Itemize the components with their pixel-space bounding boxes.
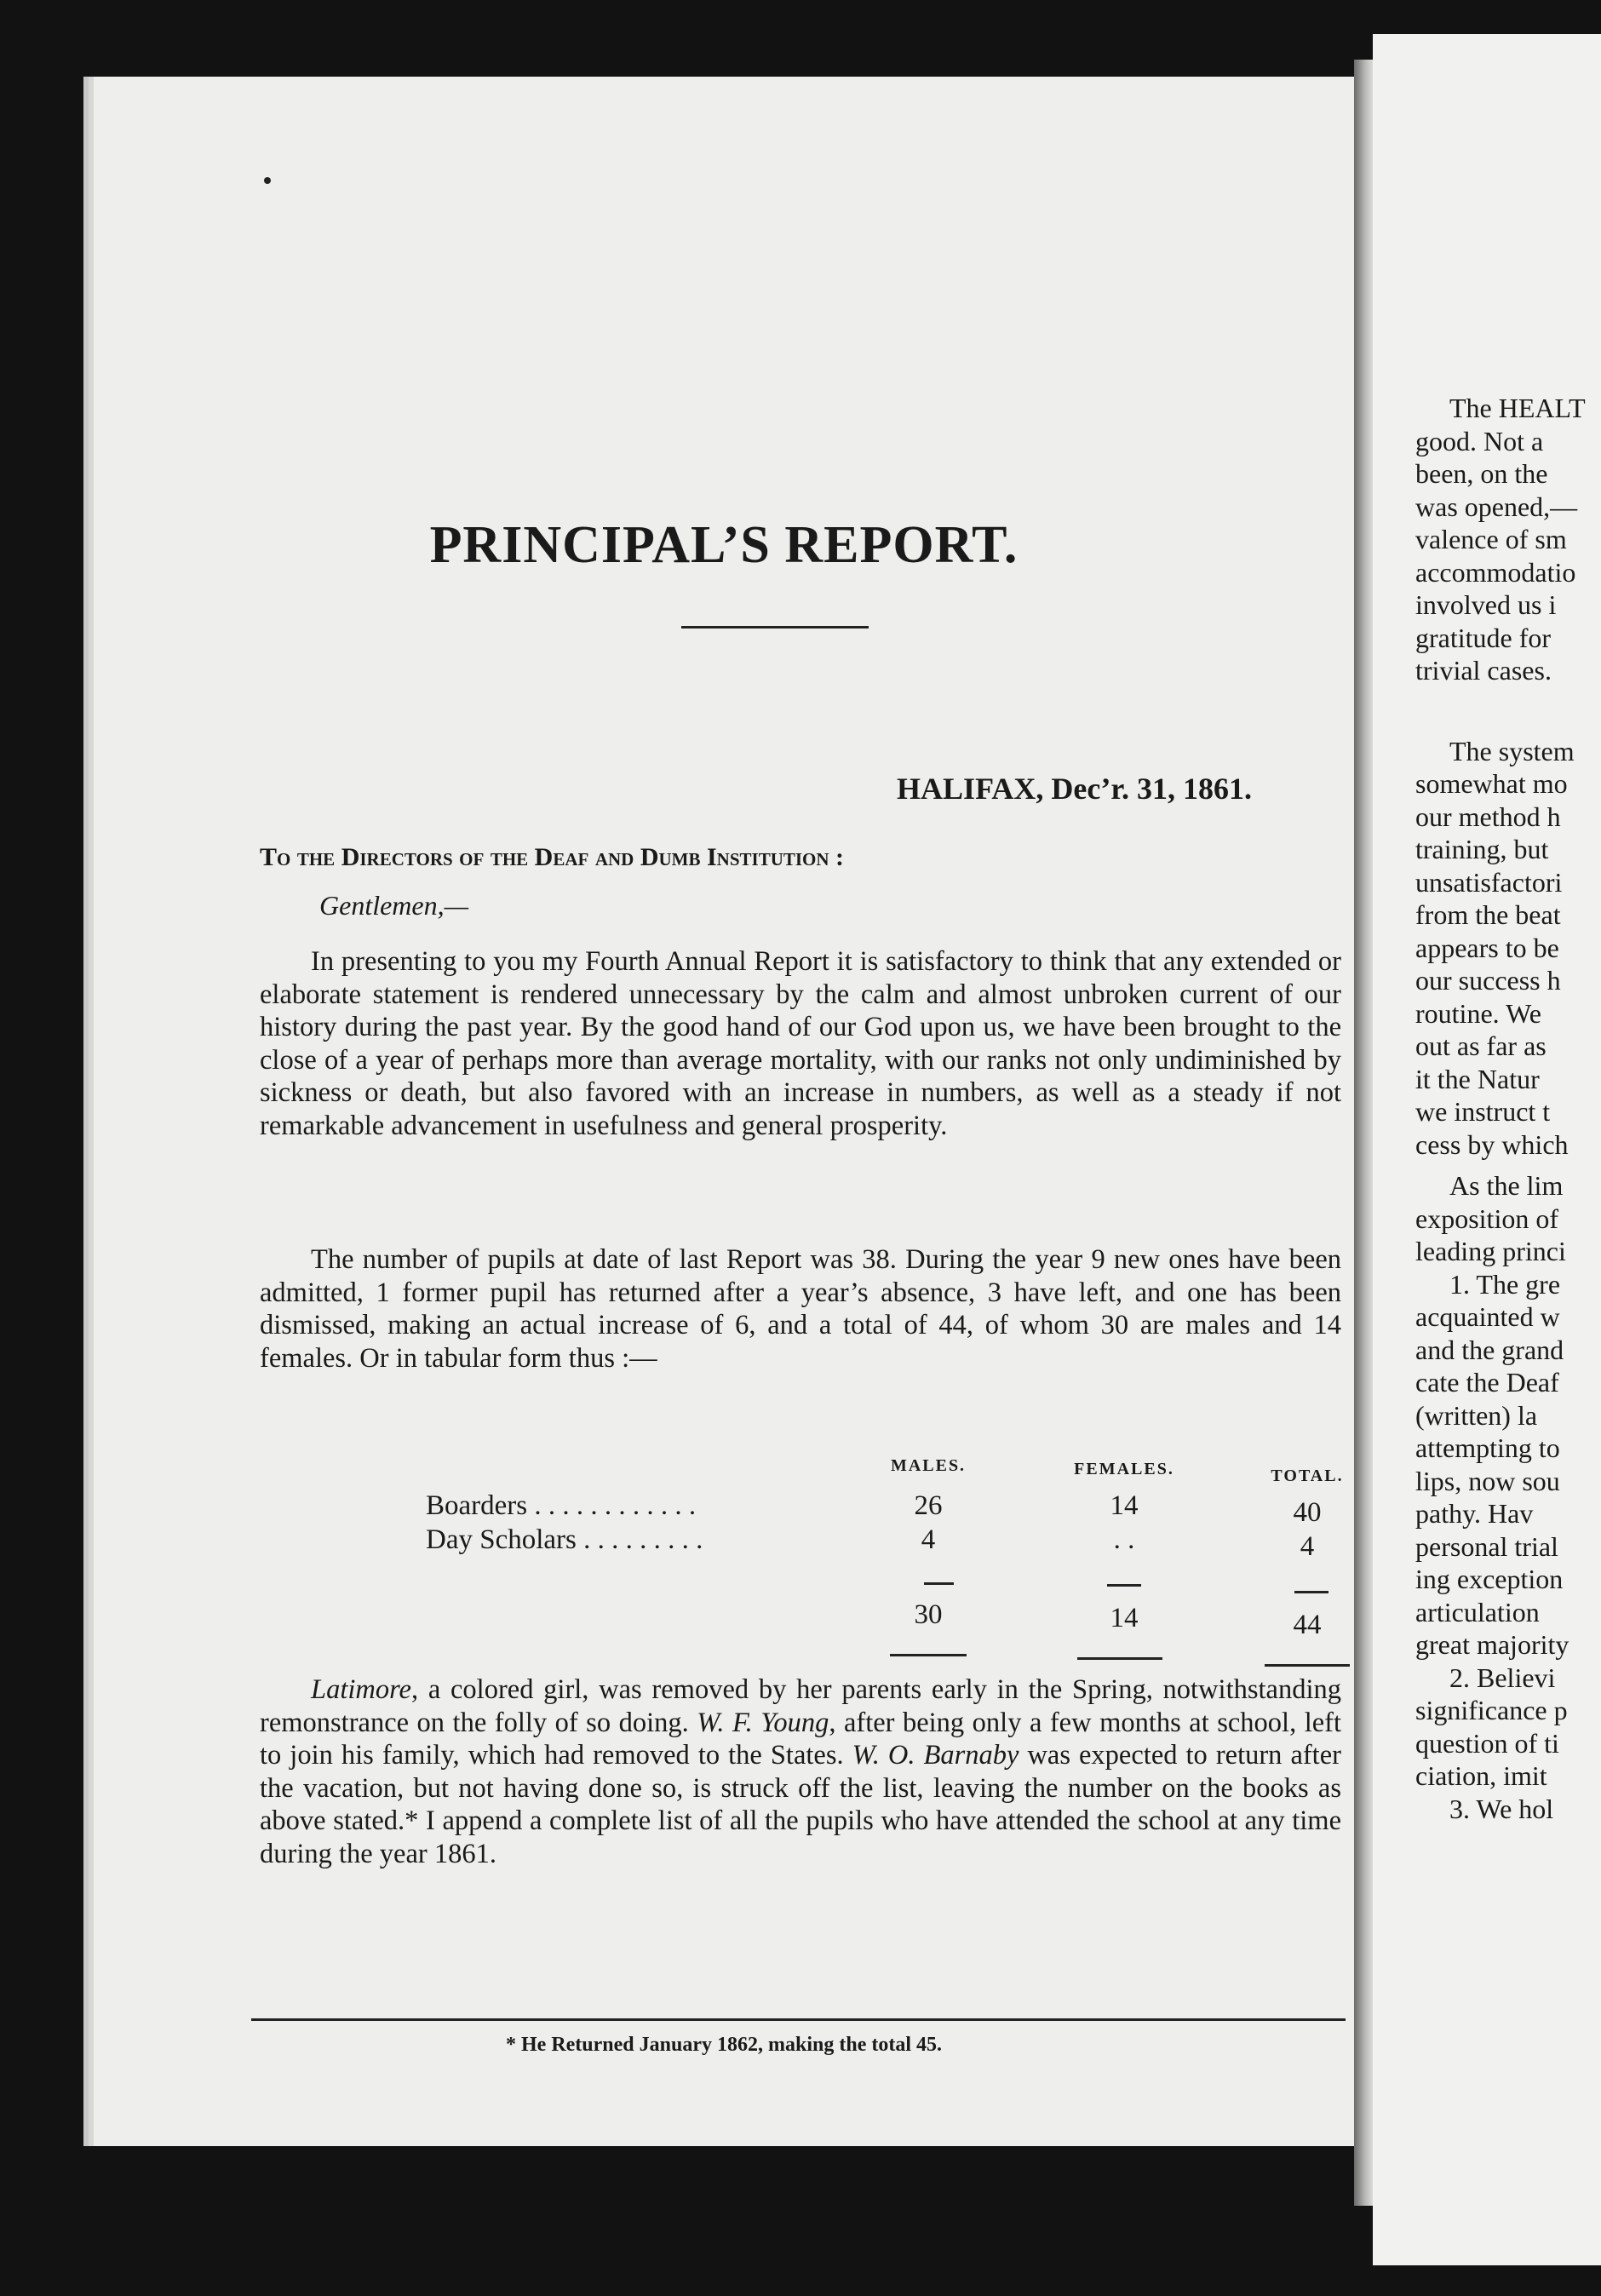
left-page [94,77,1354,2146]
date-line: HALIFAX, Dec’r. 31, 1861. [897,772,1252,806]
right-page [1373,34,1601,2265]
cell-boarders-males: 26 [914,1490,943,1521]
footnote: * He Returned January 1862, making the total 45. [506,2034,942,2056]
right-page-line: training, but [1415,834,1549,864]
right-page-line: somewhat mo [1415,768,1568,799]
right-page-line: articulation [1415,1596,1540,1627]
paragraph-departures: Latimore, a colored girl, was removed by her parents early in the Spring, notwithstanding remonstrance on the folly of so doing. W. F. Young, after being only a few months at school, left to join his family, which had removed to the States. W. O. Barnaby was expected to return after the vacation, but not having done so, is struck off the list, leaving the number on the books as above stated.* I append a complete list of all the pupils who have attended the school at any time during the year 1861. [260,1674,1342,1869]
right-page-line: our success h [1415,965,1561,996]
right-page-line: involved us i [1415,589,1557,620]
right-page-line: unsatisfactori [1415,866,1563,898]
cell-day-females: . . [1113,1524,1135,1555]
right-page-line: appears to be [1415,932,1559,963]
right-page-line: ciation, imit [1415,1760,1547,1791]
right-page-line: out as far as [1415,1030,1546,1061]
address-line: To the Directors of the Deaf and Dumb Institution : [260,843,845,871]
name-young: W. F. Young [697,1707,829,1738]
right-page-line: leading princi [1415,1236,1566,1266]
title-rule [681,626,869,629]
right-page-line: 2. Believi [1449,1662,1556,1693]
row-label-day-scholars: Day Scholars . . . . . . . . . [426,1524,703,1555]
right-page-line: question of ti [1415,1727,1559,1759]
right-page-line: (written) la [1415,1399,1538,1431]
footnote-rule [251,2018,1346,2021]
right-page-line: personal trial [1415,1530,1558,1562]
right-page-line: valence of sm [1415,524,1567,554]
right-page-line: ing exception [1415,1564,1564,1594]
right-page-line: and the grand [1415,1334,1564,1365]
right-page-line: from the beat [1415,899,1561,930]
right-page-line: routine. We [1415,997,1541,1029]
right-page-line: our method h [1415,801,1561,832]
right-page-line: it the Natur [1415,1063,1540,1094]
bottom-rule-females [1077,1657,1162,1660]
cell-boarders-females: 14 [1110,1490,1139,1521]
right-page-line: attempting to [1415,1432,1560,1463]
right-page-line: good. Not a [1415,425,1544,456]
right-page-line: was opened,— [1415,491,1578,522]
right-page-line: been, on the [1415,458,1548,489]
sum-rule-females [1107,1584,1141,1587]
ink-speck [264,177,271,184]
header-males: MALES. [890,1456,967,1475]
cell-day-males: 4 [921,1524,936,1555]
header-females: FEMALES. [1074,1460,1174,1478]
right-page-line: trivial cases. [1415,655,1552,686]
right-page-line: The HEALT [1449,393,1586,423]
right-page-line: gratitude for [1415,622,1552,653]
right-page-line: we instruct t [1415,1096,1551,1127]
cell-day-total: 4 [1300,1531,1315,1562]
right-page-line: exposition of [1415,1203,1558,1234]
right-page-line: significance p [1415,1695,1568,1725]
name-latimore: Latimore [311,1674,411,1705]
right-page-line: cate the Deaf [1415,1367,1559,1398]
salutation: Gentlemen,— [319,890,469,921]
row-label-boarders: Boarders . . . . . . . . . . . . [426,1490,697,1521]
bottom-rule-total [1265,1664,1350,1667]
right-page-line: The system [1449,735,1575,766]
right-page-line: acquainted w [1415,1301,1560,1332]
name-barnaby: W. O. Barnaby [852,1740,1019,1771]
right-page-line: 1. The gre [1449,1268,1561,1300]
cell-boarders-total: 40 [1293,1497,1322,1528]
right-page-line: accommodatio [1415,556,1576,588]
cell-total-males: 30 [914,1599,943,1630]
cell-total-total: 44 [1293,1610,1322,1640]
page-title: PRINCIPAL’S REPORT. [429,516,1019,574]
sum-rule-total [1294,1591,1328,1593]
right-page-line: lips, now sou [1415,1465,1560,1496]
cell-total-females: 14 [1110,1603,1139,1633]
right-page-line: great majority [1415,1629,1569,1660]
header-total: TOTAL. [1271,1467,1344,1485]
paragraph-intro: In presenting to you my Fourth Annual Report it is satisfactory to think that any extended or elaborate statement is rendered unnecessary by the calm and almost unbroken current of our history during the past year. By the good hand of our God upon us, we have been brought to the close of a year of perhaps more than average mortality, with our ranks not only undiminished by sickness or death, but also favored with an increase in numbers, as well as a steady if not remarkable advancement in usefulness and general prosperity. [260,946,1341,1141]
book-gutter [1354,60,1373,2206]
right-page-line: As the lim [1449,1170,1564,1201]
bottom-rule-males [890,1654,967,1656]
right-page-line: pathy. Hav [1415,1498,1534,1529]
right-page-line: cess by which [1415,1128,1569,1160]
paragraph-pupils: The number of pupils at date of last Report was 38. During the year 9 new ones have been admitted, 1 former pupil has returned after a year’s absence, 3 have left, and one has been dismissed, making an actual increase of 6, and a total of 44, of whom 30 are males and 14 females. Or in tabular form thus :— [260,1244,1341,1374]
right-page-line: 3. We hol [1449,1793,1554,1824]
sum-rule-males [924,1582,954,1585]
